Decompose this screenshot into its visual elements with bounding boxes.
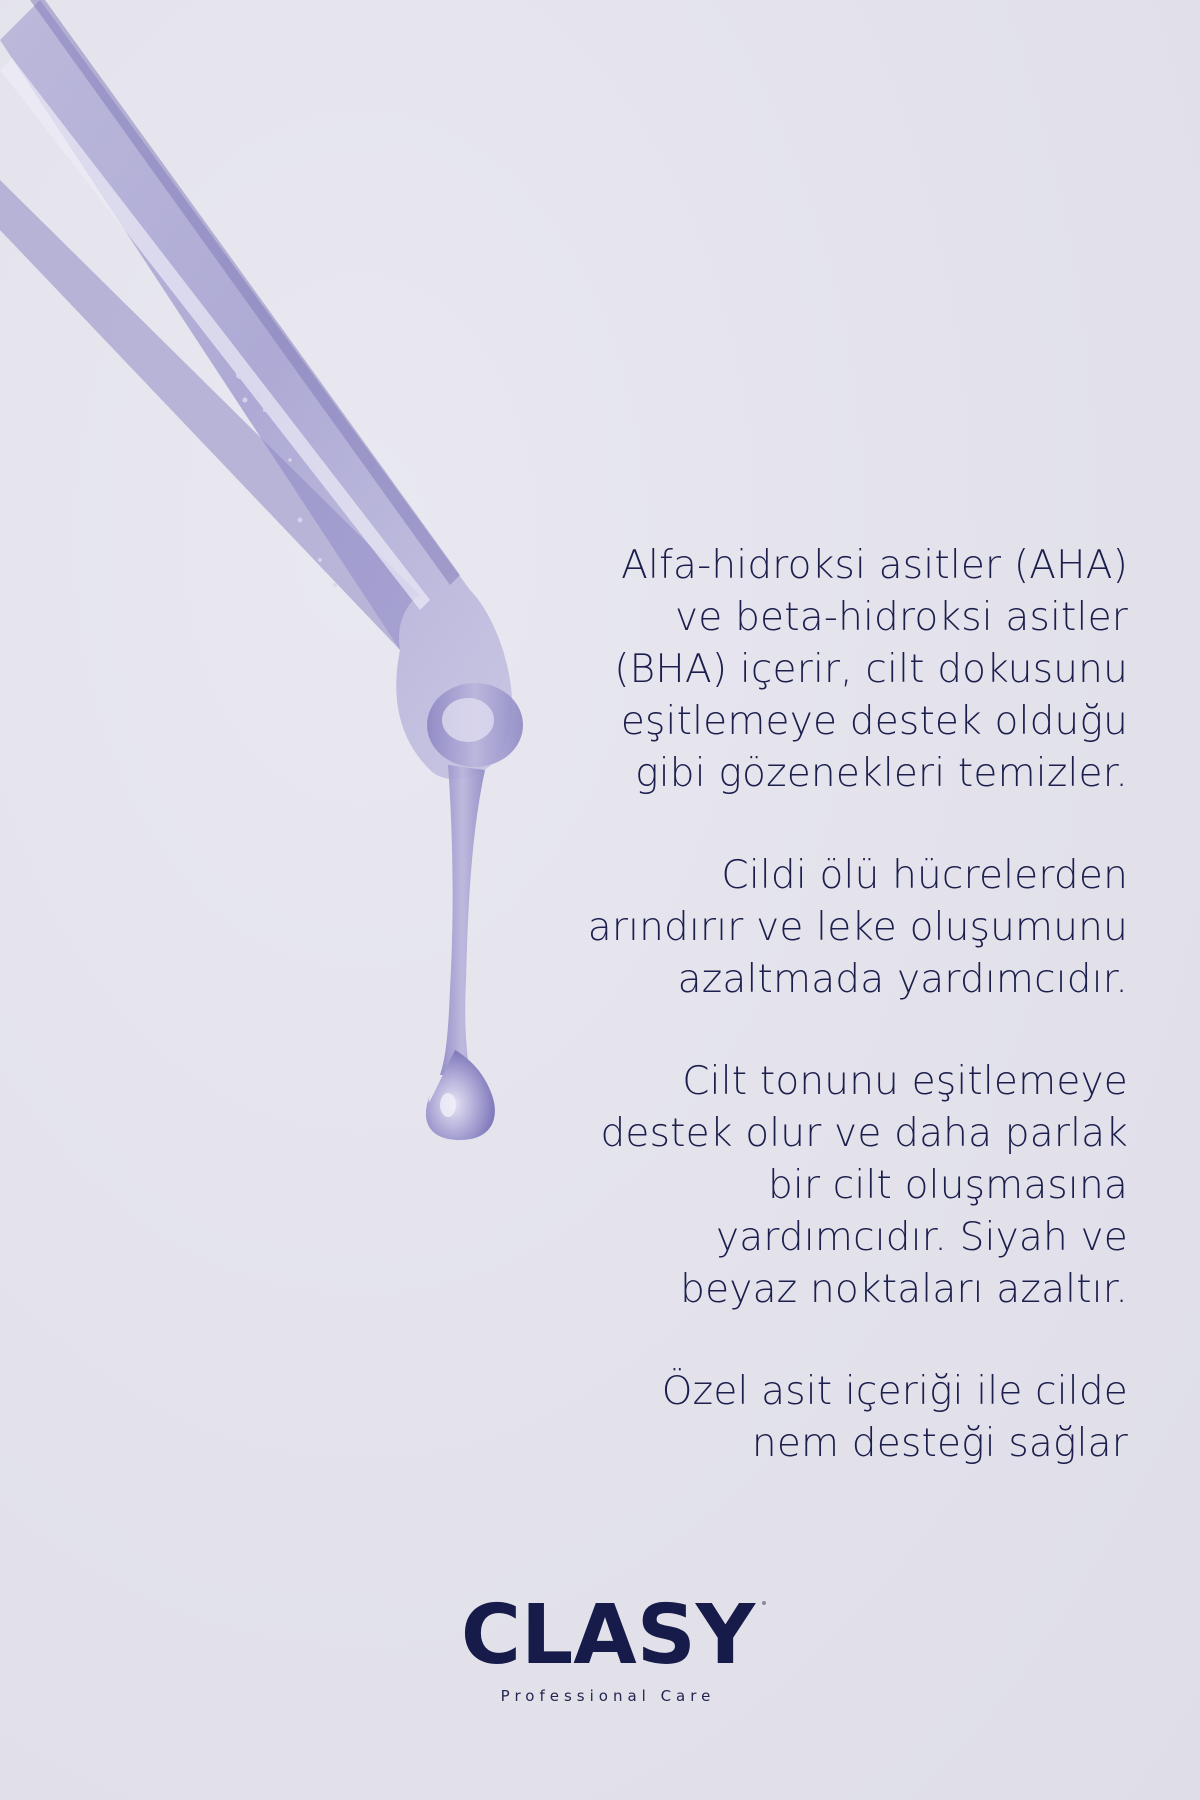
benefits-text (528, 540, 1128, 1520)
droplet (426, 1050, 495, 1140)
drip-strand (440, 765, 485, 1075)
brand-logo (458, 1588, 758, 1705)
paragraph-moisture: Özel asit içeriği ile cilde nem desteği sağlar (661, 1369, 1128, 1466)
paragraph-skin-tone: Cilt tonunu eşitlemeye destek olur ve daha parlak bir cilt oluşmasına yardımcıdır. Siyah ve beyaz noktaları azaltır. (600, 1059, 1128, 1312)
paragraph-dead-cells: Cildi ölü hücrelerden arındırır ve leke oluşumunu azaltmada yardımcıdır. (587, 853, 1128, 1002)
brand-tagline: Professional Care (500, 1687, 716, 1705)
paragraph-aha-bha: Alfa-hidroksi asitler (AHA) ve beta-hidroksi asitler (BHA) içerir, cilt dokusunu eşitlemeye destek olduğu gibi gözenekleri temizler. (614, 543, 1128, 796)
brand-name: CLASY (460, 1588, 756, 1683)
logo-dot (762, 1601, 766, 1605)
